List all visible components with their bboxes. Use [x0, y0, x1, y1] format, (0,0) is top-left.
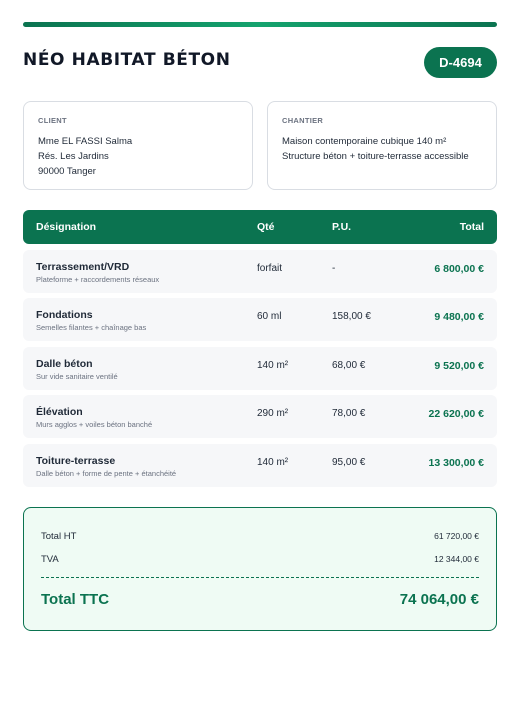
row-total: 22 620,00 €	[428, 408, 484, 420]
total-ht-label: Total HT	[41, 531, 77, 542]
row-designation: Dalle béton	[36, 358, 93, 370]
client-card	[23, 101, 253, 190]
totals-box	[23, 507, 497, 631]
table-row	[23, 298, 497, 341]
row-designation: Terrassement/VRD	[36, 261, 130, 273]
row-total: 13 300,00 €	[428, 457, 484, 469]
client-label: CLIENT	[38, 116, 67, 125]
client-line: 90000 Tanger	[38, 166, 96, 177]
total-ht-value: 61 720,00 €	[434, 531, 479, 541]
row-detail: Murs agglos + voiles béton banché	[36, 420, 153, 429]
row-unit-price: -	[332, 263, 336, 274]
total-ttc-label: Total TTC	[41, 591, 110, 608]
row-unit-price: 95,00 €	[332, 457, 366, 468]
row-designation: Toiture-terrasse	[36, 455, 116, 467]
header-designation: Désignation	[36, 221, 97, 233]
tva-label: TVA	[41, 554, 59, 565]
row-qty: 140 m²	[257, 360, 289, 371]
row-detail: Plateforme + raccordements réseaux	[36, 275, 160, 284]
site-line: Structure béton + toiture-terrasse accessible	[282, 151, 469, 162]
row-detail: Dalle béton + forme de pente + étanchéité	[36, 469, 177, 478]
row-total: 9 520,00 €	[434, 360, 484, 372]
row-qty: forfait	[257, 263, 283, 274]
tva-value: 12 344,00 €	[434, 554, 479, 564]
accent-bar	[23, 22, 497, 27]
client-line: Mme EL FASSI Salma	[38, 136, 133, 147]
totals-divider	[41, 577, 479, 578]
row-detail: Semelles filantes + chaînage bas	[36, 323, 147, 332]
company-name: NÉO HABITAT BÉTON	[23, 50, 231, 70]
quote-reference-badge: D-4694	[424, 47, 497, 78]
row-detail: Sur vide sanitaire ventilé	[36, 372, 118, 381]
client-line: Rés. Les Jardins	[38, 151, 109, 162]
table-row	[23, 347, 497, 390]
row-unit-price: 68,00 €	[332, 360, 366, 371]
row-total: 9 480,00 €	[434, 311, 484, 323]
table-row	[23, 444, 497, 487]
total-ttc-value: 74 064,00 €	[399, 591, 479, 608]
row-unit-price: 78,00 €	[332, 408, 366, 419]
row-designation: Élévation	[36, 406, 83, 418]
table-row	[23, 250, 497, 293]
row-unit-price: 158,00 €	[332, 311, 371, 322]
row-qty: 140 m²	[257, 457, 289, 468]
table-header	[23, 210, 497, 244]
row-qty: 60 ml	[257, 311, 282, 322]
site-label: CHANTIER	[282, 116, 324, 125]
site-card	[267, 101, 497, 190]
table-row	[23, 395, 497, 438]
row-total: 6 800,00 €	[434, 263, 484, 275]
row-qty: 290 m²	[257, 408, 289, 419]
row-designation: Fondations	[36, 309, 93, 321]
site-line: Maison contemporaine cubique 140 m²	[282, 136, 447, 147]
header-total: Total	[459, 221, 484, 233]
header-unit-price: P.U.	[332, 221, 352, 233]
header-qty: Qté	[257, 221, 275, 233]
